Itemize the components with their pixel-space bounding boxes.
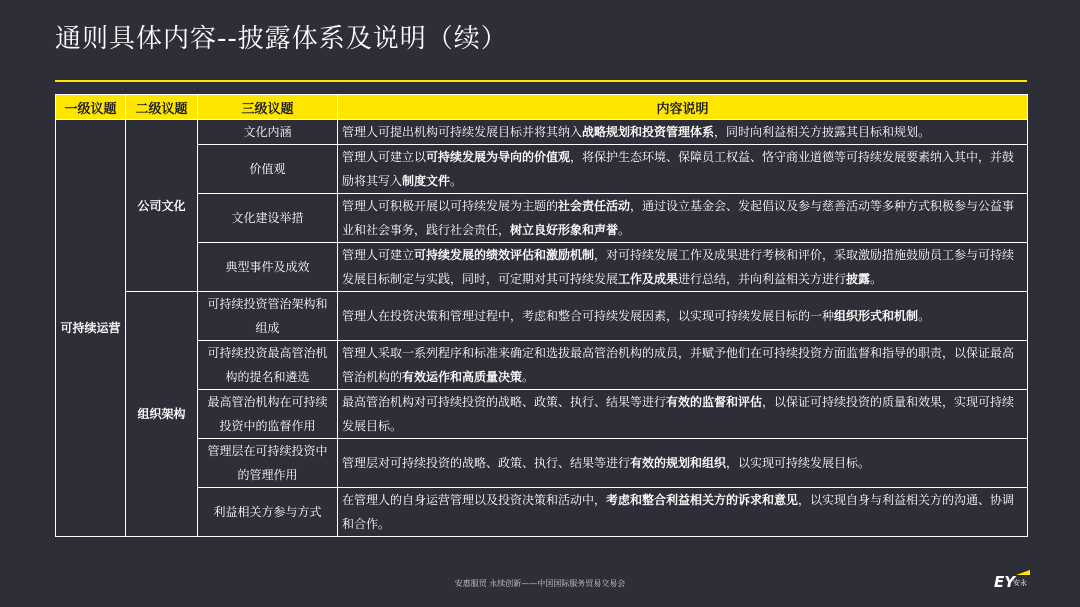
- content-description: [338, 390, 1028, 439]
- content-text: 进行总结，并向利益相关方进行: [678, 272, 847, 286]
- content-text: ，以实现自身与利益相关方的沟通、协调和合作。: [342, 493, 1015, 531]
- level2-topic: 组织架构: [126, 292, 198, 537]
- content-description: [338, 341, 1028, 390]
- content-emphasis: 有效运作和高质量决策: [402, 370, 523, 384]
- table-row: [56, 243, 1028, 292]
- content-emphasis: 有效的规划和组织: [630, 456, 727, 470]
- ey-logo: [994, 570, 1034, 592]
- content-text: 。: [870, 272, 883, 286]
- content-description: [338, 488, 1028, 537]
- content-emphasis: 组织形式和机制: [834, 309, 919, 323]
- content-text: 管理人可建立: [342, 248, 415, 262]
- content-description: [338, 439, 1028, 488]
- logo-cn: 安永: [1013, 579, 1027, 587]
- content-text: 。: [618, 223, 631, 237]
- content-text: ，通过设立基金会、发起倡议及参与慈善活动等多种方式积极参与公益事业和社会事务，践行社会责任，: [342, 199, 1015, 237]
- table-row: [56, 194, 1028, 243]
- content-text: ，以保证可持续投资的质量和效果，实现可持续发展目标。: [342, 395, 1015, 433]
- logo-mark-icon: [1016, 570, 1030, 575]
- content-description: [338, 292, 1028, 341]
- content-emphasis: 社会责任活动: [558, 199, 631, 213]
- level1-topic: 可持续运营: [56, 120, 126, 537]
- content-text: ，对可持续发展工作及成果进行考核和评价，采取激励措施鼓励员工参与可持续发展目标制定与实践，同时，可定期对其可持续发展: [342, 248, 1015, 286]
- content-text: 管理人可建立以: [342, 150, 427, 164]
- content-text: ，将保护生态环境、保障员工权益、恪守商业道德等可持续发展要素纳入其中，并鼓励将其写入: [342, 150, 1015, 188]
- content-emphasis: 战略规划和投资管理体系: [582, 125, 715, 139]
- level3-topic: 可持续投资最高管治机构的提名和遴选: [198, 341, 338, 390]
- header-content: 内容说明: [338, 95, 1028, 120]
- content-emphasis: 工作及成果: [618, 272, 679, 286]
- table-row: [56, 390, 1028, 439]
- content-text: ，以实现可持续发展目标。: [726, 456, 871, 470]
- content-description: [338, 120, 1028, 145]
- logo-ey: EY: [994, 573, 1016, 591]
- content-text: 管理人在投资决策和管理过程中，考虑和整合可持续发展因素，以实现可持续发展目标的一种: [342, 309, 835, 323]
- table-header-row: [56, 95, 1028, 120]
- header-level1: 一级议题: [56, 95, 126, 120]
- content-text: 管理层对可持续投资的战略、政策、执行、结果等进行: [342, 456, 631, 470]
- content-emphasis: 可持续发展为导向的价值观: [426, 150, 571, 164]
- content-emphasis: 披露: [846, 272, 871, 286]
- level3-topic: 管理层在可持续投资中的管理作用: [198, 439, 338, 488]
- content-emphasis: 树立良好形象和声誉: [510, 223, 619, 237]
- content-text: 管理人可积极开展以可持续发展为主题的: [342, 199, 559, 213]
- level3-topic: 利益相关方参与方式: [198, 488, 338, 537]
- level2-topic: 公司文化: [126, 120, 198, 292]
- content-description: [338, 145, 1028, 194]
- content-text: 在管理人的自身运营管理以及投资决策和活动中，: [342, 493, 607, 507]
- header-level2: 二级议题: [126, 95, 198, 120]
- content-text: 管理人可提出机构可持续发展目标并将其纳入: [342, 125, 583, 139]
- title-underline: [55, 80, 1027, 82]
- content-emphasis: 有效的监督和评估: [666, 395, 763, 409]
- content-text: 管理人采取一系列程序和标准来确定和选拔最高管治机构的成员，并赋予他们在可持续投资方面监督和指导的职责，以保证最高管治机构的: [342, 346, 1015, 384]
- level3-topic: 最高管治机构在可持续投资中的监督作用: [198, 390, 338, 439]
- content-emphasis: 制度文件: [402, 174, 451, 188]
- level3-topic: 价值观: [198, 145, 338, 194]
- footer-text: 安惠服贸 永续创新——中国国际服务贸易交易会: [454, 579, 626, 588]
- content-description: [338, 243, 1028, 292]
- page-title: 通则具体内容--披露体系及说明（续）: [55, 24, 508, 54]
- content-emphasis: 考虑和整合利益相关方的诉求和意见: [606, 493, 799, 507]
- disclosure-table: [55, 94, 1028, 537]
- table-row: [56, 120, 1028, 145]
- level3-topic: 典型事件及成效: [198, 243, 338, 292]
- content-text: ，同时向利益相关方披露其目标和规划。: [714, 125, 931, 139]
- table-row: [56, 439, 1028, 488]
- table-row: [56, 145, 1028, 194]
- level3-topic: 文化内涵: [198, 120, 338, 145]
- table-body: [56, 120, 1028, 537]
- table-row: [56, 341, 1028, 390]
- content-text: 最高管治机构对可持续投资的战略、政策、执行、结果等进行: [342, 395, 667, 409]
- content-description: [338, 194, 1028, 243]
- header-level3: 三级议题: [198, 95, 338, 120]
- level3-topic: 文化建设举措: [198, 194, 338, 243]
- content-text: 。: [450, 174, 463, 188]
- table-row: [56, 488, 1028, 537]
- table-row: [56, 292, 1028, 341]
- content-text: 。: [918, 309, 931, 323]
- content-emphasis: 可持续发展的绩效评估和激励机制: [414, 248, 595, 262]
- level3-topic: 可持续投资管治架构和组成: [198, 292, 338, 341]
- content-text: 。: [522, 370, 535, 384]
